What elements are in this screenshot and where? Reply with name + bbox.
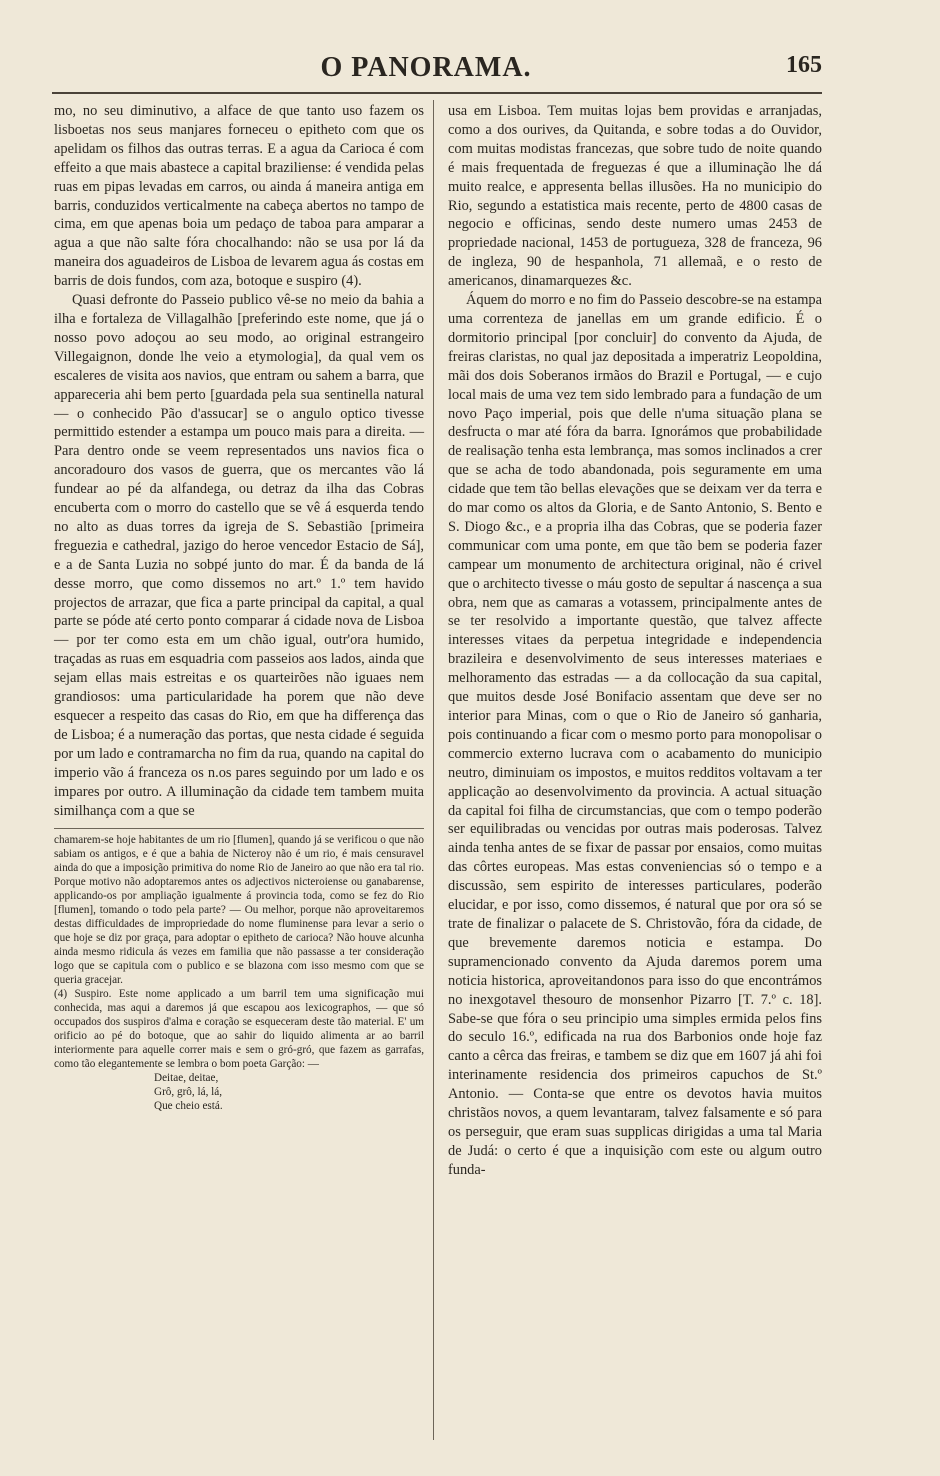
left-column — [54, 102, 424, 1113]
footnote-rule — [54, 828, 424, 829]
paragraph: mo, no seu diminutivo, a alface de que tanto uso fazem os lisboetas nos seus manjares forneceu o epitheto com que os apelidam os filhos das outras terras. E a agua da Carioca é com effeito a que mais abastece a capital braziliense: é vendida pelas ruas em pipas levadas em carros, ou ainda á maneira antiga em barris, conduzidos verticalmente na cabeça abertos no tampo de cima, em que apenas boia um pedaço de taboa para amparar a agua a que não salte fóra chocalhando: não se usa por lá da maneira dos aguadeiros de Lisboa de levarem agua ás costas em barris de dois fundos, com aza, botoque e suspiro (4). — [54, 103, 424, 290]
verse-line: Que cheio está. — [154, 1100, 223, 1113]
page-number: 165 — [786, 52, 822, 78]
footnotes — [54, 833, 424, 1071]
right-column — [448, 102, 822, 1180]
verse-line: Grô, grô, lá, lá, — [154, 1086, 223, 1099]
footnote: chamarem-se hoje habitantes de um rio [flumen], quando já se verificou o que não sabiam os antigos, e é que a bahia de Nicteroy não é um rio, é mais censuravel ainda do que a imposição primitiva do nome Rio de Janeiro ao que não era tal rio. Porque motivo não adoptaremos antes os adjectivos nicteroiense ou ganabarense, applicando-os por ampliação igualmente á provincia toda, como se fez do Rio [flumen], tomando o todo pela parte? — Ou melhor, porque não aproveitaremos destas difficuldades de impropriedade do nome fluminense para levar a serio o que hoje se diz por graça, para adoptar o epitheto de carioca? Não houve alcunha ainda mesmo ridicula ás vezes em familia que não passasse a ter consideração logo que se capitula com o publico e se blazona com isso mesmo com que se queria gracejar. — [54, 834, 424, 987]
verse-line: Deitae, deitae, — [154, 1072, 219, 1085]
column-divider — [433, 100, 434, 1440]
footnote: (4) Suspiro. Este nome applicado a um barril tem uma significação mui conhecida, mas aqui a daremos já que escapou aos lexicographos, — que só occupados dos suspiros d'alma e coração se esqueceram deste tão material. E' um orificio ao pé do botoque, que ao sahir do liquido alimenta ar ao barril interiormente para aquelle correr mais e sem o gró-gró, que fazem as garrafas, como tão elegantemente se lembra o bom poeta Garção: — — [54, 988, 424, 1071]
paragraph: Quasi defronte do Passeio publico vê-se no meio da bahia a ilha e fortaleza de Villagalhão [preferindo este nome, que já o nosso povo adoçou ao seu modo, ao original estrangeiro Villegaignon, donde lhe veio a etymologia], da qual vem os escaleres de visita aos navios, que entram ou sahem a barra, que appareceria ahi bem perto [guardada pela sua sentinella natural — o conhecido Pão d'assucar] se o angulo optico tivesse permittido estender a estampa um pouco mais para a direita. — Para dentro onde se veem representados uns navios fica o ancoradouro dos vasos de guerra, que os mercantes vão lá fundear ao pé da alfandega, ou detraz da ilha das Cobras encuberta com o morro do castello que se vê á esquerda tendo no alto as duas torres da igreja de S. Sebastião [primeira freguezia e cathedral, jazigo do heroe vencedor Estacio de Sá], e a de Santa Luzia no sobpé junto do mar. É da banda de lá desse morro, que como dissemos no art.º 1.º tem havido projectos de arrazar, que fica a parte principal da capital, a qual parte se póde até certo ponto comparar á cidade nova de Lisboa — por ter como esta em um chão igual, outr'ora humido, traçadas as ruas em esquadria com passeios aos lados, ainda que sejam ellas mais estreitas e os quarteirões não iguaes nem grandiosos: uma particularidade ha porem que não deve esquecer a respeito das casas do Rio, em que ha differença das de Lisboa; é a numeração das portas, que nesta cidade é seguida por um lado e contramarcha no fim da rua, quando na capital do imperio vão á franceza os n.os pares seguindo por um lado e os impares por outro. A illuminação da cidade tem tambem muita similhança com a que se — [54, 292, 424, 819]
paragraph: Áquem do morro e no fim do Passeio descobre-se na estampa uma correnteza de janellas em um grande edificio. É o dormitorio principal [por concluir] do convento da Ajuda, de freiras claristas, no qual jaz depositada a imperatriz Leopoldina, mãi dos dois Soberanos irmãos do Brazil e Portugal, — e cujo local mais de uma vez tem sido lembrado para a fundação de um novo Paço imperial, pois que delle n'uma situação plana se desfructa o mar até fóra da barra. Ignorámos que probabilidade de realisação tenha esta lembrança, mas somos inclinados a crer que se acha de todo abandonada, pois seguramente em uma cidade que tem tão bellas elevações que se deixam ver da terra e do mar como os altos da Gloria, e de Santo Antonio, S. Bento e S. Diogo &c., e a propria ilha das Cobras, que se poderia fazer communicar com uma ponte, em que tão bem se poderia fazer campear um monumento de architectura original, não é crivel que o architecto tivesse o máu gosto de sepultar á nascença a sua obra, nem que as camaras a votassem, principalmente antes de se ter resolvido a importante questão, que talvez affecte interesses vitaes da perpetua integridade e independencia brazileira e desenvolvimento de seus interesses materiaes e melhoramento das estradas — a da collocação da sua capital, que muitos desde José Bonifacio assentam que deve ser no interior para Minas, com o que o Rio de Janeiro só ganharia, pois continuando a ficar com o mesmo porto para monopolisar o commercio externo lucrava com o acabamento do municipio neutro, diminuiam os impostos, e muitos redditos voltavam a ter applicação ao desenvolvimento da provincia. A actual situação da capital foi filha de circumstancias, que com o tempo poderão ser equilibradas ou vencidas por outras mais poderosas. Talvez ainda tenha antes de se fixar de passar por ensaios, como muitas das côrtes europeas. Mas estas conveniencias só o tempo e a discussão, sem espirito de interesses particulares, poderão elucidar, e por isso, como dissemos, é natural que por ora só se trate de finalizar o palacete de S. Christovão, fóra da cidade, de que brevemente daremos noticia e estampa. Do supramencionado convento da Ajuda daremos porem uma noticia historica, aproveitandonos para isso do que encontrámos no inexgotavel thesouro de monsenhor Pizarro [T. 7.º c. 18]. Sabe-se que fóra o seu principio uma simples ermida pelos fins do seculo 16.º, edificada na rua dos Barbonios onde hoje faz canto a cêrca das freiras, e tambem se diz que em 1607 já ahi foi interinamente residencia dos primeiros capuchos de St.º Antonio. — Conta-se que entre os devotos havia muitos christãos novos, a quem levantaram, talvez falsamente e só para os perseguir, que eram suas supplicas dirigidas a uma tal Maria de Judá: o certo é que a inquisição com este ou algum outro funda- — [448, 292, 822, 1178]
paragraph: usa em Lisboa. Tem muitas lojas bem providas e arranjadas, como a dos ourives, da Quitanda, e sobre todas a do Ouvidor, com muitas modistas francezas, que sobre tudo de noite quando é mais frequentada de freguezas é que a illuminação lhe dá muito realce, e appresenta bellas illusões. Ha no municipio do Rio, segundo a estatistica mais recente, perto de 4800 casas de negocio e officinas, sendo deste numero umas 2453 de propriedade nacional, 1453 de portugueza, 328 de franceza, 96 de ingleza, 90 de hespanhola, 71 allemaã, e o resto de americanos, dinamarquezes &c. — [448, 103, 822, 290]
header-rule — [52, 92, 822, 94]
page-header — [52, 52, 822, 88]
verse-quote — [54, 1071, 424, 1113]
journal-title: O PANORAMA. — [320, 52, 532, 83]
